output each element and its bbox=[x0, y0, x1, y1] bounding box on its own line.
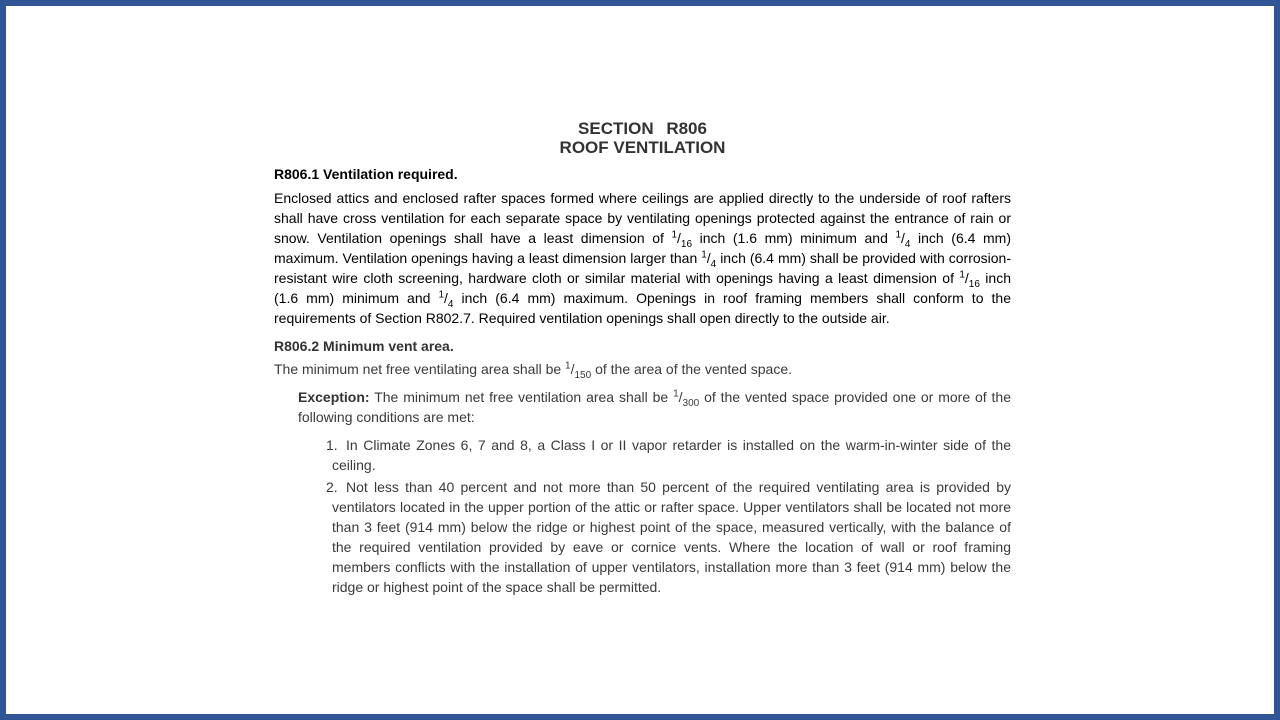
fraction-numerator: 1 bbox=[895, 229, 901, 241]
list-item-marker: 2. bbox=[326, 479, 338, 495]
fraction-denominator: 4 bbox=[447, 298, 454, 310]
exception-label: Exception: bbox=[298, 389, 370, 405]
fraction-denominator: 4 bbox=[710, 258, 717, 270]
r806-1-text-part: inch (1.6 mm) minimum and bbox=[692, 230, 896, 246]
r806-1-paragraph: Enclosed attics and enclosed rafter spaces formed where ceilings are applied directly to the underside of roof rafters shall have cross ventilation for each separate space by ventilating openings protected against the entrance of rain or snow. Ventilation openings shall have a least dimension of $^1/_{16}$ inch (1.6 mm) minimum and $^1/_4$ inch (6.4 mm) maximum. Ventilation openings having a least dimension larger than $^1/_4$ inch (6.4 mm) shall be provided with corrosion-resistant wire cloth screening, hardware cloth or similar material with openings having a least dimension of $^1/_{16}$ inch (1.6 mm) minimum and $^1/_4$ inch (6.4 mm) maximum. Openings in roof framing members shall conform to the requirements of Section R802.7. Required ventilation openings shall open directly to the outside air. bbox=[274, 190, 1011, 326]
r806-2-text-part: The minimum net free ventilating area shall be bbox=[274, 361, 566, 377]
r806-1-text-part: inch (6.4 mm) maximum. Openings in roof framing members shall conform to the requirements of Section R802.7. Required ventilation openings shall open directly to the outside air. bbox=[274, 290, 1011, 326]
fraction-numerator: 1 bbox=[701, 249, 707, 261]
r806-1-text-part: inch (6.4 mm) maximum. Ventilation openings having a least dimension larger than bbox=[274, 230, 1011, 266]
exception-block bbox=[298, 387, 1011, 597]
list-item bbox=[326, 435, 1011, 475]
list-item-text: Not less than 40 percent and not more than 50 percent of the required ventilating area is provided by ventilators located in the upper portion of the attic or rafter space. Upper ventilators shall be located not more than 3 feet (914 mm) below the ridge or highest point of the space, measured vertically, with the balance of the required ventilation provided by eave or cornice vents. Where the location of wall or roof framing members conflicts with the installation of upper ventilators, installation more than 3 feet (914 mm) below the ridge or highest point of the space shall be permitted. bbox=[332, 479, 1011, 595]
r806-2-heading: R806.2 Minimum vent area. bbox=[274, 338, 454, 354]
fraction-numerator: 1 bbox=[565, 360, 571, 372]
list-item-text: In Climate Zones 6, 7 and 8, a Class I or II vapor retarder is installed on the warm-in-winter side of the ceiling. bbox=[332, 437, 1011, 473]
fraction-numerator: 1 bbox=[671, 229, 678, 241]
fraction-numerator: 1 bbox=[959, 269, 965, 281]
list-item bbox=[326, 477, 1011, 597]
r806-2-text-part: of the area of the vented space. bbox=[591, 361, 792, 377]
fraction-numerator: 1 bbox=[438, 289, 445, 301]
section-title: ROOF VENTILATION bbox=[559, 138, 726, 157]
fraction-denominator: 4 bbox=[904, 238, 911, 250]
fraction-denominator: 16 bbox=[680, 238, 693, 250]
r806-1-heading: R806.1 Ventilation required. bbox=[274, 166, 458, 182]
fraction-denominator: 150 bbox=[574, 369, 592, 381]
r806-1-text-part: inch (1.6 mm) minimum and bbox=[274, 270, 1011, 306]
r806-2-paragraph: The minimum net free ventilating area shall be $^1/_{150}$ of the area of the vented space. bbox=[274, 360, 792, 381]
r806-1-text-part: inch (6.4 mm) shall be provided with corrosion-resistant wire cloth screening, hardware cloth or similar material with openings having a least dimension of bbox=[274, 250, 1011, 286]
fraction-numerator: 1 bbox=[673, 388, 679, 400]
exception-paragraph: Exception: The minimum net free ventilation area shall be $^1/_{300}$ of the vented space provided one or more of the following conditions are met: bbox=[298, 388, 1011, 425]
exception-text-part: The minimum net free ventilation area shall be bbox=[369, 389, 674, 405]
section-heading bbox=[274, 119, 1011, 157]
list-item-marker: 1. bbox=[326, 437, 338, 453]
section-number: SECTION R806 bbox=[578, 119, 707, 138]
fraction-denominator: 16 bbox=[968, 278, 980, 290]
fraction-denominator: 300 bbox=[682, 397, 700, 409]
r806-1-text-part: Enclosed attics and enclosed rafter spaces formed where ceilings are applied directly to the underside of roof rafters shall have cross ventilation for each separate space by ventilating openings protected against the entrance of rain or snow. Ventilation openings shall have a least dimension of bbox=[274, 190, 1011, 246]
conditions-list bbox=[298, 435, 1011, 597]
document-page bbox=[6, 6, 1274, 714]
exception-text-part: of the vented space provided one or more of the following conditions are met: bbox=[298, 389, 1011, 425]
document-content bbox=[274, 119, 1011, 597]
